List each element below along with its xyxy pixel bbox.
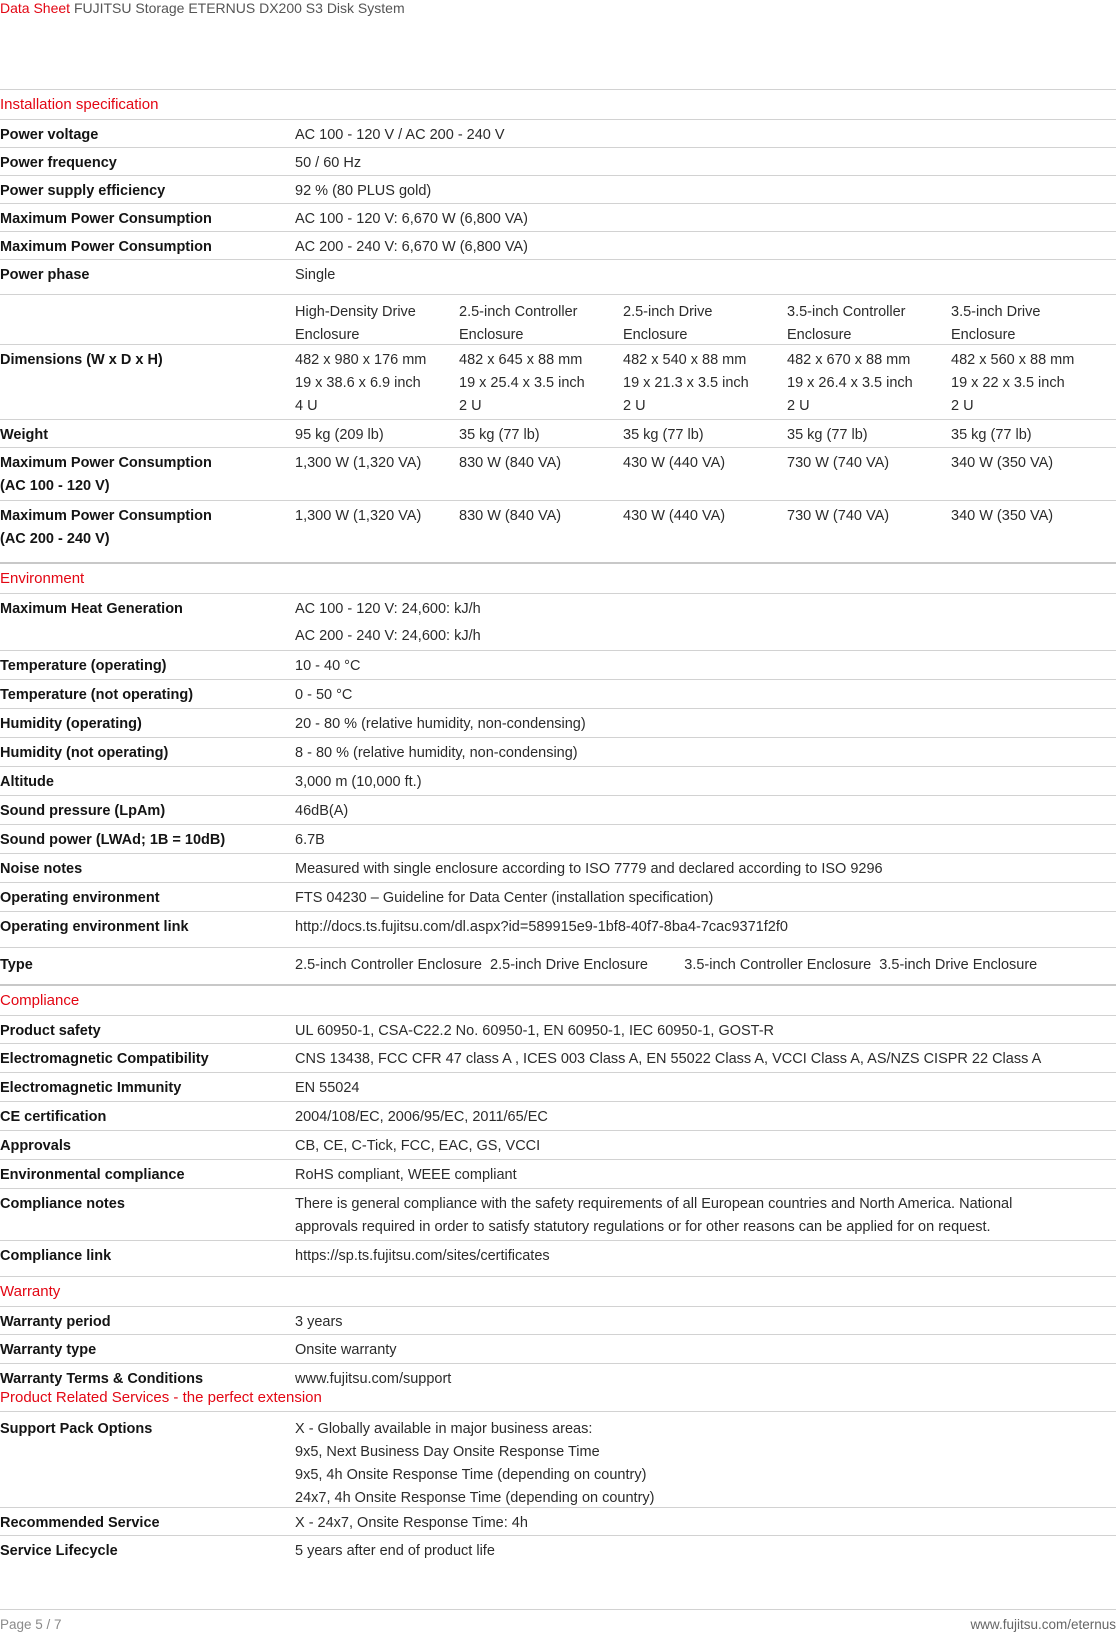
enclosure-cell: 35 kg (77 lb) <box>787 427 868 443</box>
spec-value: EN 55024 <box>295 1080 360 1096</box>
spec-value: 10 - 40 °C <box>295 658 361 674</box>
spec-value: 50 / 60 Hz <box>295 155 362 171</box>
spec-label: Temperature (operating) <box>0 658 167 674</box>
spec-row <box>0 1188 1116 1240</box>
spec-value: CB, CE, C-Tick, FCC, EAC, GS, VCCI <box>295 1138 541 1154</box>
spec-label: Type <box>0 957 33 973</box>
spec-value: AC 200 - 240 V: 6,670 W (6,800 VA) <box>295 239 528 255</box>
spec-label: Compliance link <box>0 1248 112 1264</box>
enclosure-cell: 830 W (840 VA) <box>459 508 562 524</box>
spec-row <box>0 259 1116 294</box>
spec-value: Onsite warranty <box>295 1342 397 1358</box>
enclosure-cell: 482 x 980 x 176 mm 19 x 38.6 x 6.9 inch 4 U <box>295 352 427 414</box>
spec-value: 20 - 80 % (relative humidity, non-condensing) <box>295 716 586 732</box>
enclosure-cell: 830 W (840 VA) <box>459 455 562 471</box>
spec-label: CE certification <box>0 1109 107 1125</box>
spec-row <box>0 679 1116 708</box>
spec-row <box>0 1363 1116 1387</box>
enclosure-row <box>0 447 1116 500</box>
spec-value: AC 200 - 240 V: 24,600: kJ/h <box>295 628 481 644</box>
spec-row <box>0 1015 1116 1043</box>
spec-label: Compliance notes <box>0 1196 125 1212</box>
spec-label: Power supply efficiency <box>0 183 166 199</box>
doc-title: FUJITSU Storage ETERNUS DX200 S3 Disk System <box>73 0 405 16</box>
spec-value: 5 years after end of product life <box>295 1543 495 1559</box>
page-header <box>0 0 405 20</box>
spec-value: https://sp.ts.fujitsu.com/sites/certificates <box>295 1248 550 1264</box>
enclosure-cell: 730 W (740 VA) <box>787 508 890 524</box>
spec-label: Power phase <box>0 267 90 283</box>
spec-row <box>0 1411 1116 1507</box>
spec-label: Maximum Power Consumption (AC 100 - 120 V) <box>0 455 212 494</box>
spec-label: Maximum Power Consumption <box>0 239 212 255</box>
enclosure-cell: 35 kg (77 lb) <box>623 427 704 443</box>
spec-value: FTS 04230 – Guideline for Data Center (installation specification) <box>295 890 714 906</box>
spec-value: AC 100 - 120 V: 6,670 W (6,800 VA) <box>295 211 528 227</box>
spec-label: Maximum Power Consumption (AC 200 - 240 V) <box>0 508 212 547</box>
page-number: Page 5 / 7 <box>0 1617 62 1632</box>
spec-value: 92 % (80 PLUS gold) <box>295 183 432 199</box>
spec-row <box>0 1101 1116 1130</box>
spec-row <box>0 1130 1116 1159</box>
spec-value: 3 years <box>295 1314 343 1330</box>
enclosure-header-row <box>0 294 1116 344</box>
spec-label: Maximum Heat Generation <box>0 601 183 617</box>
spec-row <box>0 1159 1116 1188</box>
spec-label: Warranty period <box>0 1314 111 1330</box>
spec-row <box>0 203 1116 231</box>
spec-row <box>0 1306 1116 1334</box>
spec-label: Recommended Service <box>0 1515 160 1531</box>
enclosure-column-header: 3.5-inch Drive Enclosure <box>951 304 1041 343</box>
spec-label: Power voltage <box>0 127 99 143</box>
spec-row <box>0 795 1116 824</box>
spec-value: AC 100 - 120 V: 24,600: kJ/h <box>295 601 481 617</box>
spec-row <box>0 947 1116 984</box>
spec-row <box>0 708 1116 737</box>
spec-value: http://docs.ts.fujitsu.com/dl.aspx?id=589915e9-1bf8-40f7-8ba4-7cac9371f2f0 <box>295 919 788 935</box>
spec-label: Maximum Power Consumption <box>0 211 212 227</box>
spec-value: There is general compliance with the safety requirements of all European countries and North America. National approvals required in order to satisfy statutory regulations or for other reasons can be applied for on request. <box>295 1196 1013 1235</box>
spec-row <box>0 1043 1116 1072</box>
spec-row <box>0 593 1116 621</box>
spec-row <box>0 911 1116 947</box>
spec-value: 6.7B <box>295 832 325 848</box>
spec-row <box>0 231 1116 259</box>
section-environment: Environment <box>0 562 1116 593</box>
enclosure-row <box>0 419 1116 447</box>
enclosure-cell: 35 kg (77 lb) <box>459 427 540 443</box>
spec-row <box>0 650 1116 679</box>
section-compliance: Compliance <box>0 984 1116 1015</box>
enclosure-column-header: 3.5-inch Controller Enclosure <box>787 304 906 343</box>
spec-row <box>0 1072 1116 1101</box>
spec-row <box>0 621 1116 650</box>
spec-label: Warranty type <box>0 1342 97 1358</box>
page-footer <box>0 1609 1116 1635</box>
spec-value: Single <box>295 267 336 283</box>
spec-value: www.fujitsu.com/support <box>295 1371 452 1387</box>
spec-value: RoHS compliant, WEEE compliant <box>295 1167 517 1183</box>
enclosure-cell: 430 W (440 VA) <box>623 508 726 524</box>
section-warranty: Warranty <box>0 1276 1116 1306</box>
enclosure-cell: 482 x 645 x 88 mm 19 x 25.4 x 3.5 inch 2 U <box>459 352 585 414</box>
spec-value: 2004/108/EC, 2006/95/EC, 2011/65/EC <box>295 1109 548 1125</box>
spec-label: Dimensions (W x D x H) <box>0 352 163 368</box>
spec-label: Humidity (not operating) <box>0 745 169 761</box>
spec-value: AC 100 - 120 V / AC 200 - 240 V <box>295 127 505 143</box>
spec-label: Warranty Terms & Conditions <box>0 1371 204 1387</box>
enclosure-cell: 35 kg (77 lb) <box>951 427 1032 443</box>
doc-type: Data Sheet <box>0 0 71 16</box>
spec-label: Service Lifecycle <box>0 1543 118 1559</box>
spec-value: 2.5-inch Controller Enclosure 2.5-inch Drive Enclosure 3.5-inch Controller Enclosure 3.5-inch Drive Enclosure <box>295 957 1038 973</box>
spec-value: Measured with single enclosure according to ISO 7779 and declared according to ISO 9296 <box>295 861 883 877</box>
spec-label: Weight <box>0 427 49 443</box>
spec-label: Sound pressure (LpAm) <box>0 803 166 819</box>
spec-label: Environmental compliance <box>0 1167 185 1183</box>
enclosure-cell: 482 x 540 x 88 mm 19 x 21.3 x 3.5 inch 2 U <box>623 352 749 414</box>
spec-label: Product safety <box>0 1023 101 1039</box>
spec-row <box>0 882 1116 911</box>
spec-row <box>0 1535 1116 1571</box>
spec-label: Sound power (LWAd; 1B = 10dB) <box>0 832 226 848</box>
spec-value: 46dB(A) <box>295 803 349 819</box>
spec-row <box>0 1240 1116 1276</box>
spec-row <box>0 737 1116 766</box>
enclosure-cell: 482 x 560 x 88 mm 19 x 22 x 3.5 inch 2 U <box>951 352 1075 414</box>
spec-row <box>0 147 1116 175</box>
spec-row <box>0 1507 1116 1535</box>
spec-value: 8 - 80 % (relative humidity, non-condensing) <box>295 745 578 761</box>
spec-row <box>0 824 1116 853</box>
enclosure-cell: 1,300 W (1,320 VA) <box>295 455 422 471</box>
spec-row <box>0 853 1116 882</box>
spec-table <box>0 89 1116 1571</box>
spec-label: Electromagnetic Compatibility <box>0 1051 209 1067</box>
spec-label: Temperature (not operating) <box>0 687 194 703</box>
spec-value: UL 60950-1, CSA-C22.2 No. 60950-1, EN 60950-1, IEC 60950-1, GOST-R <box>295 1023 775 1039</box>
footer-link[interactable]: www.fujitsu.com/eternus <box>970 1617 1116 1632</box>
spec-value: X - Globally available in major business areas: 9x5, Next Business Day Onsite Response Time 9x5, 4h Onsite Response Time (depending on country) 24x7, 4h Onsite Response Time (depending on country) <box>295 1421 655 1506</box>
spec-value: 0 - 50 °C <box>295 687 353 703</box>
spec-label <box>0 625 295 646</box>
spec-label: Electromagnetic Immunity <box>0 1080 182 1096</box>
enclosure-cell: 730 W (740 VA) <box>787 455 890 471</box>
spec-label: Noise notes <box>0 861 83 877</box>
spec-value: 3,000 m (10,000 ft.) <box>295 774 422 790</box>
section-services: Product Related Services - the perfect extension <box>0 1389 322 1406</box>
enclosure-cell: 430 W (440 VA) <box>623 455 726 471</box>
enclosure-column-header: 2.5-inch Drive Enclosure <box>623 304 713 343</box>
enclosure-cell: 482 x 670 x 88 mm 19 x 26.4 x 3.5 inch 2 U <box>787 352 913 414</box>
section-installation: Installation specification <box>0 89 1116 119</box>
spec-label: Operating environment link <box>0 919 189 935</box>
spec-row <box>0 119 1116 147</box>
enclosure-row <box>0 500 1116 562</box>
enclosure-row <box>0 344 1116 419</box>
spec-label: Operating environment <box>0 890 160 906</box>
spec-value: CNS 13438, FCC CFR 47 class A , ICES 003 Class A, EN 55022 Class A, VCCI Class A, AS/NZS CISPR 22 Class A <box>295 1051 1042 1067</box>
spec-value: X - 24x7, Onsite Response Time: 4h <box>295 1515 528 1531</box>
spec-row <box>0 1334 1116 1363</box>
enclosure-cell: 340 W (350 VA) <box>951 508 1054 524</box>
enclosure-column-header: 2.5-inch Controller Enclosure <box>459 304 578 343</box>
spec-label: Support Pack Options <box>0 1421 153 1437</box>
spec-label <box>0 301 295 340</box>
spec-row <box>0 766 1116 795</box>
spec-label: Power frequency <box>0 155 117 171</box>
spec-label: Altitude <box>0 774 54 790</box>
enclosure-cell: 340 W (350 VA) <box>951 455 1054 471</box>
spec-label: Approvals <box>0 1138 71 1154</box>
enclosure-cell: 1,300 W (1,320 VA) <box>295 508 422 524</box>
enclosure-cell: 95 kg (209 lb) <box>295 427 384 443</box>
spec-row <box>0 175 1116 203</box>
spec-label: Humidity (operating) <box>0 716 142 732</box>
enclosure-column-header: High-Density Drive Enclosure <box>295 304 416 343</box>
